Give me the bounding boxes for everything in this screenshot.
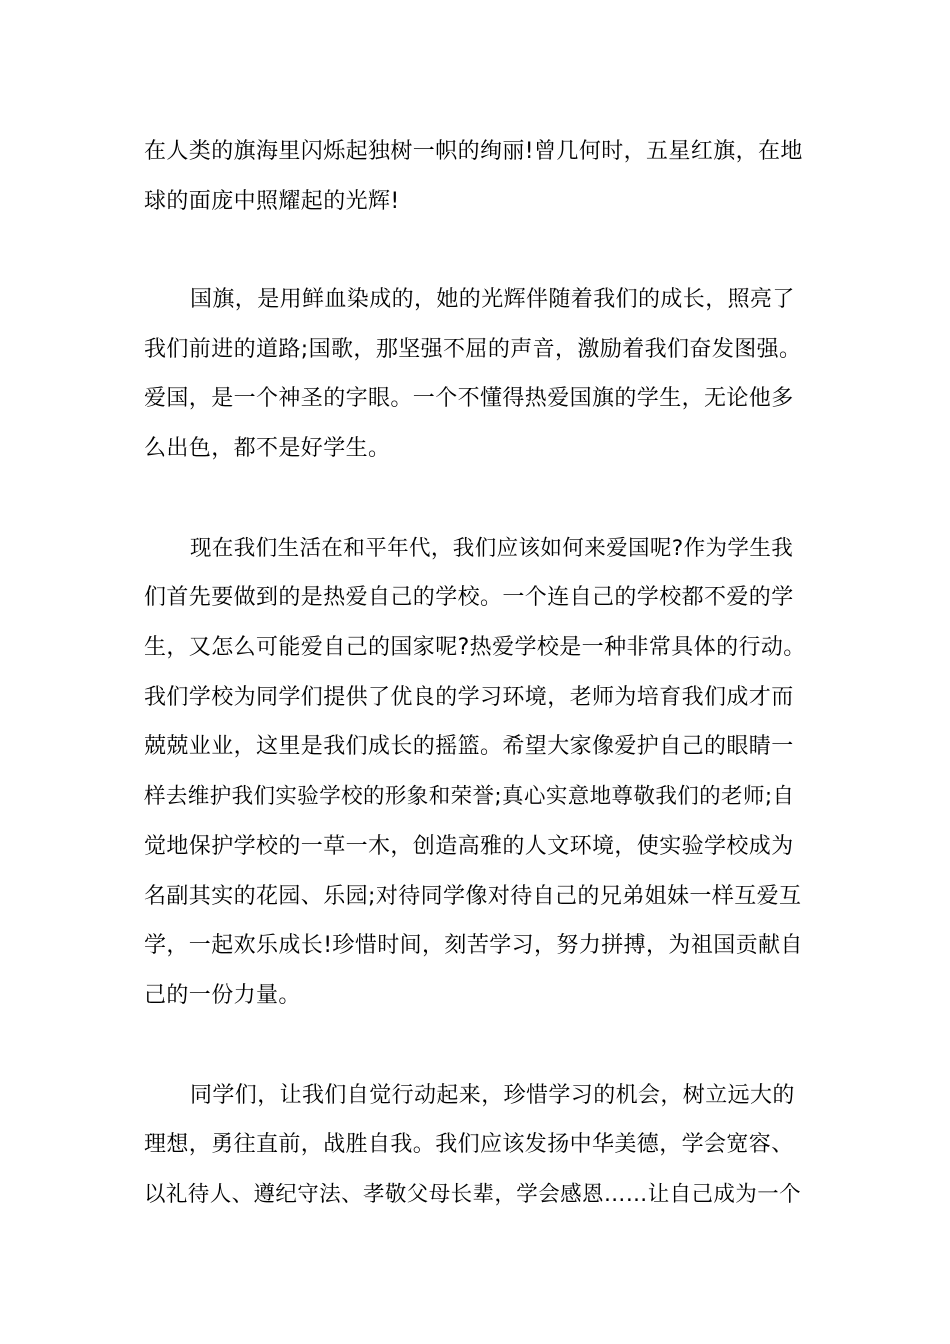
paragraph-3-line-1: 现在我们生活在和平年代，我们应该如何来爱国呢?作为学生我 <box>190 536 794 561</box>
paragraph-3-line-10: 己的一份力量。 <box>144 983 301 1008</box>
paragraph-3-line-7: 觉地保护学校的一草一木，创造高雅的人文环境，使实验学校成为 <box>144 834 794 859</box>
paragraph-4-line-1: 同学们，让我们自觉行动起来，珍惜学习的机会，树立远大的 <box>190 1083 795 1108</box>
paragraph-4-line-2: 理想，勇往直前，战胜自我。我们应该发扬中华美德，学会宽容、 <box>144 1132 794 1157</box>
paragraph-2-line-4: 么出色，都不是好学生。 <box>144 436 391 461</box>
paragraph-3-line-5: 兢兢业业，这里是我们成长的摇篮。希望大家像爱护自己的眼睛一 <box>144 734 794 759</box>
paragraph-2-line-1: 国旗，是用鲜血染成的，她的光辉伴随着我们的成长，照亮了 <box>190 287 795 312</box>
paragraph-3-line-9: 学，一起欢乐成长!珍惜时间，刻苦学习，努力拼搏，为祖国贡献自 <box>144 933 803 958</box>
paragraph-3-line-3: 生，又怎么可能爱自己的国家呢?热爱学校是一种非常具体的行动。 <box>144 635 806 660</box>
paragraph-4-line-3: 以礼待人、遵纪守法、孝敬父母长辈，学会感恩……让自己成为一个 <box>144 1182 802 1207</box>
paragraph-2-line-2: 我们前进的道路;国歌，那坚强不屈的声音，激励着我们奋发图强。 <box>144 337 802 362</box>
paragraph-3-line-8: 名副其实的花园、乐园;对待同学像对待自己的兄弟姐妹一样互爱互 <box>144 884 802 909</box>
paragraph-1-line-2: 球的面庞中照耀起的光辉! <box>144 189 400 214</box>
paragraph-1-line-1: 在人类的旗海里闪烁起独树一帜的绚丽!曾几何时，五星红旗，在地 <box>144 139 803 164</box>
paragraph-3-line-2: 们首先要做到的是热爱自己的学校。一个连自己的学校都不爱的学 <box>144 585 794 610</box>
paragraph-3-line-6: 样去维护我们实验学校的形象和荣誉;真心实意地尊敬我们的老师;自 <box>144 784 795 809</box>
paragraph-2-line-3: 爱国，是一个神圣的字眼。一个不懂得热爱国旗的学生，无论他多 <box>144 386 794 411</box>
paragraph-3-line-4: 我们学校为同学们提供了优良的学习环境，老师为培育我们成才而 <box>144 685 794 710</box>
